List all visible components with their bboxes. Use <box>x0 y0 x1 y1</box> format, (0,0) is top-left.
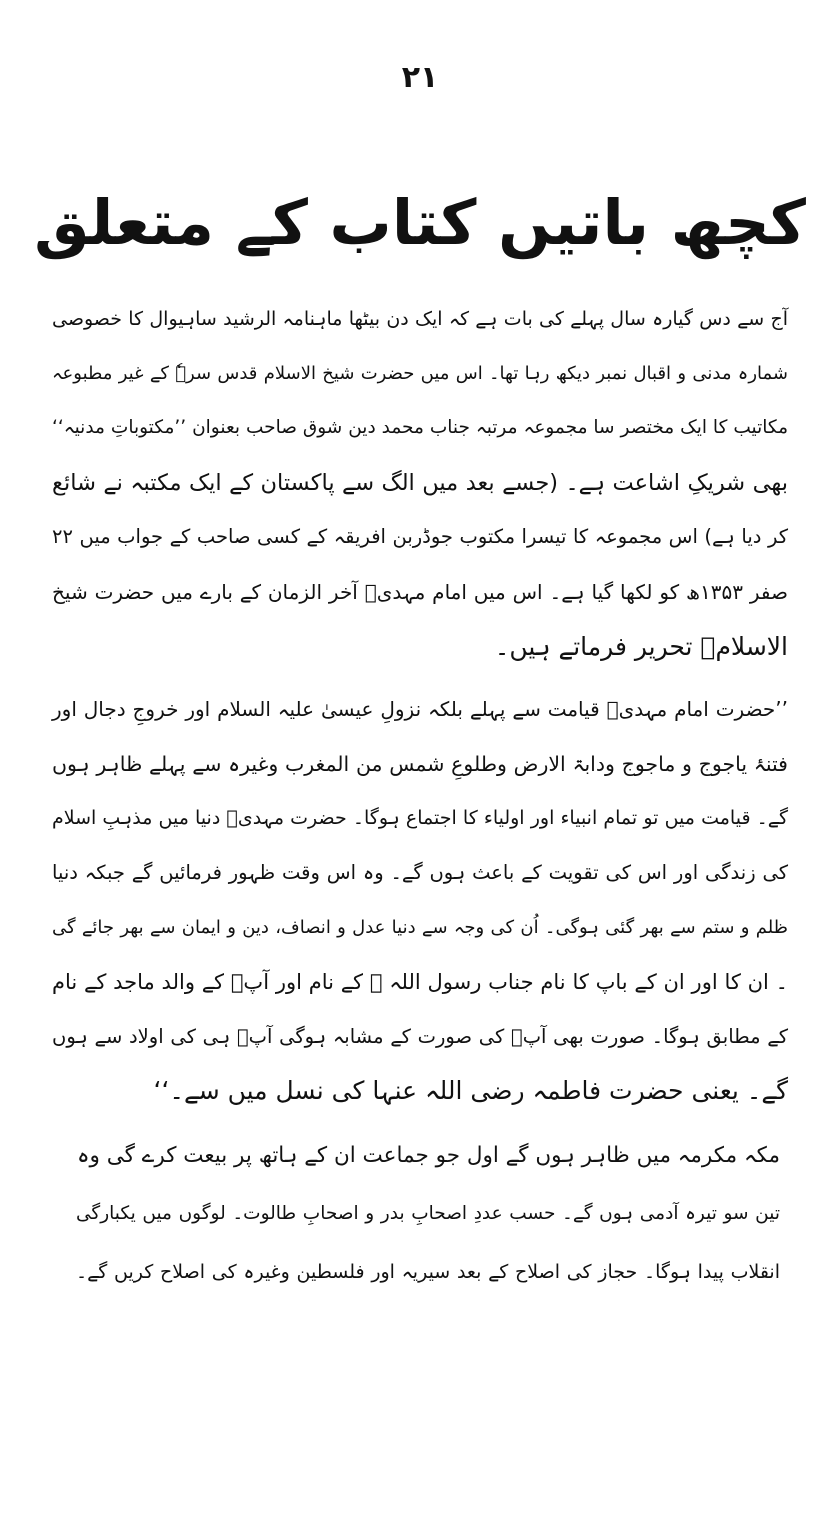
page-number: ٢١ <box>401 60 439 95</box>
text-line: ۔ ان کا اور ان کے باپ کا نام جناب رسول اللہ ﷺ کے نام اور آپؐ کے والد ماجد کے نام <box>52 970 788 995</box>
text-line: گے۔ قیامت میں تو تمام انبیاء اور اولیاء کا اجتماع ہوگا۔ حضرت مہدیؒ دنیا میں مذہبِ اسلام <box>52 807 788 830</box>
text-line: ظلم و ستم سے بھر گئی ہوگی۔ اُن کی وجہ سے دنیا عدل و انصاف، دین و ایمان سے بھر جائے گی <box>52 916 788 938</box>
paragraph-continuation <box>76 1127 780 1301</box>
text-line: بھی شریکِ اشاعت ہے۔ (جسے بعد میں الگ سے پاکستان کے ایک مکتبہ نے شائع <box>52 469 788 496</box>
text-line: مکاتیب کا ایک مختصر سا مجموعہ مرتبہ جناب محمد دین شوق صاحب بعنوان ’’مکتوباتِ مدنیہ‘‘ <box>52 417 788 439</box>
text-line: ’’حضرت امام مہدیؒ قیامت سے پہلے بلکہ نزولِ عیسیٰ علیہ السلام اور خروجِ دجال اور <box>52 697 788 722</box>
text-line: کی زندگی اور اس کی تقویت کے باعث ہوں گے۔ وہ اس وقت ظہور فرمائیں گے جبکہ دنیا <box>52 860 788 884</box>
paragraph-quotation <box>52 682 788 1119</box>
text-line: آج سے دس گیارہ سال پہلے کی بات ہے کہ ایک دن بیٹھا ماہنامہ الرشید ساہیوال کا خصوصی <box>52 308 788 330</box>
text-line: فتنۂ یاجوج و ماجوج ودابۃ الارض وطلوعِ شمس من المغرب وغیرہ سے پہلے ظاہر ہوں <box>52 751 788 776</box>
text-line: تین سو تیرہ آدمی ہوں گے۔ حسب عددِ اصحابِ بدر و اصحابِ طالوت۔ لوگوں میں یکبارگی <box>76 1202 780 1224</box>
paragraph-gap <box>52 674 788 682</box>
text-line: الاسلامؒ تحریر فرماتے ہیں۔ <box>494 631 788 661</box>
text-line: شمارہ مدنی و اقبال نمبر دیکھ رہا تھا۔ اس میں حضرت شیخ الاسلام قدس سرہٗ کے غیر مطبوعہ <box>52 362 788 384</box>
text-line: گے۔ یعنی حضرت فاطمہ رضی اللہ عنہا کی نسل میں سے۔‘‘ <box>153 1076 788 1106</box>
text-line: کے مطابق ہوگا۔ صورت بھی آپؐ کی صورت کے مشابہ ہوگی آپؐ ہی کی اولاد سے ہوں <box>52 1024 788 1048</box>
chapter-title: کچھ باتیں کتاب کے متعلق <box>34 186 806 259</box>
paragraph-intro <box>52 292 788 674</box>
text-line: مکہ مکرمہ میں ظاہر ہوں گے اول جو جماعت ان کے ہاتھ پر بیعت کرے گی وہ <box>76 1142 780 1168</box>
text-line: انقلاب پیدا ہوگا۔ حجاز کی اصلاح کے بعد سیریہ اور فلسطین وغیرہ کی اصلاح کریں گے۔ <box>76 1260 780 1283</box>
paragraph-gap <box>52 1119 788 1127</box>
text-line: صفر ۱۳۵۳ھ کو لکھا گیا ہے۔ اس میں امام مہدیؒ آخر الزمان کے بارے میں حضرت شیخ <box>52 579 789 604</box>
body-text <box>52 292 788 1301</box>
text-line: کر دیا ہے) اس مجموعہ کا تیسرا مکتوب جوڈربن افریقہ کے کسی صاحب کے جواب میں ۲۲ <box>52 525 788 549</box>
